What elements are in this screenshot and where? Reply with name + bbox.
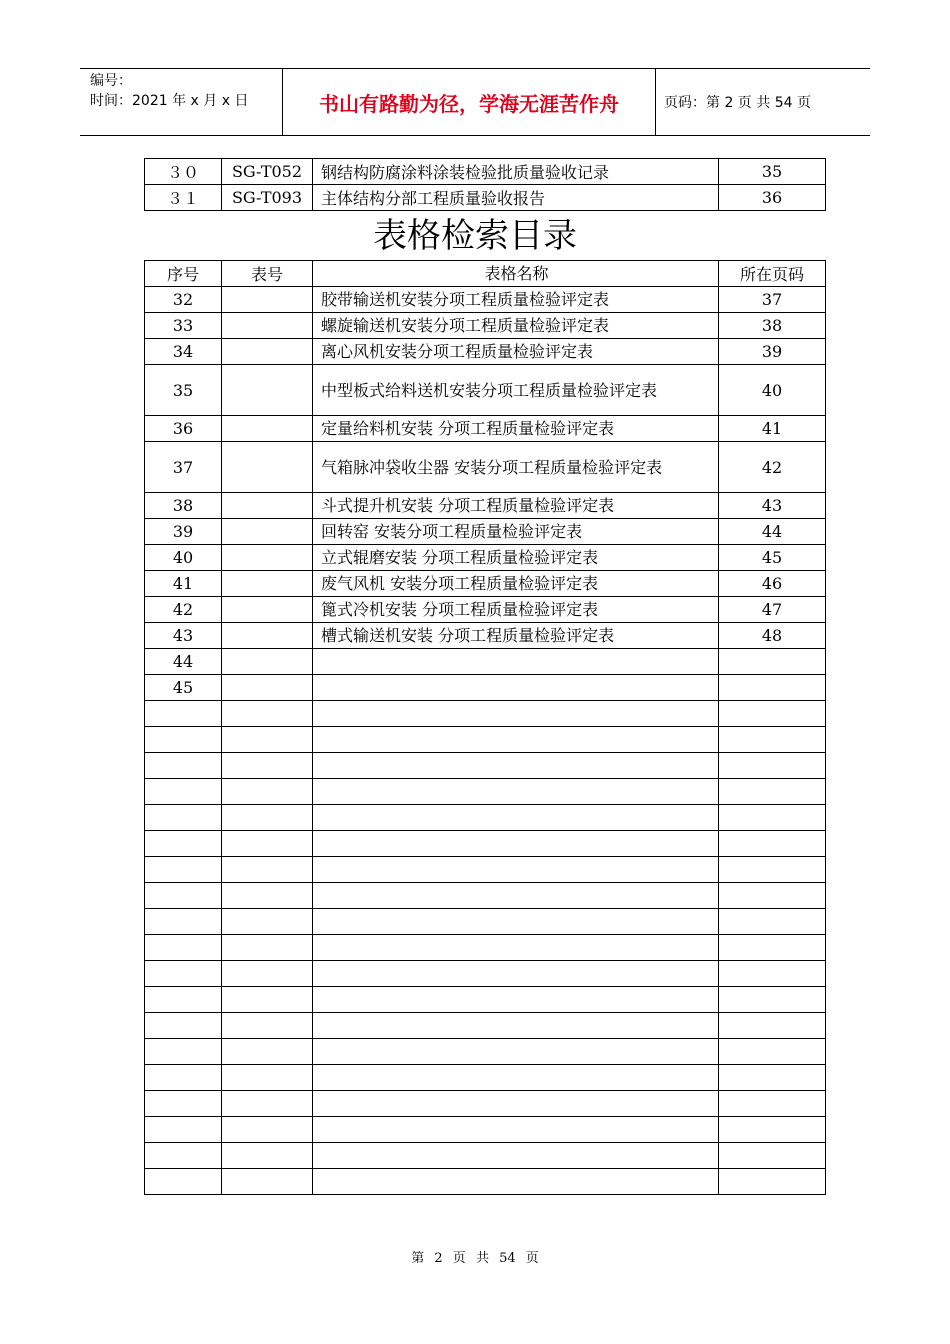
page-cell: 37 (719, 287, 826, 313)
page-cell: 36 (719, 185, 826, 211)
name-cell (313, 961, 719, 987)
page-cell (719, 1117, 826, 1143)
code-cell (222, 1013, 313, 1039)
footer-prefix: 第 (411, 1251, 425, 1266)
table-row (145, 831, 826, 857)
table-row (145, 519, 826, 545)
code-cell (222, 519, 313, 545)
name-cell (313, 675, 719, 701)
page-title: 表格检索目录 (373, 216, 577, 256)
table-row (145, 753, 826, 779)
page-cell (719, 909, 826, 935)
table-row (145, 649, 826, 675)
seq-cell (145, 727, 222, 753)
name-cell: 气箱脉冲袋收尘器 安装分项工程质量检验评定表 (313, 442, 719, 493)
name-cell: 胶带输送机安装分项工程质量检验评定表 (313, 287, 719, 313)
table-row (145, 545, 826, 571)
table-row (145, 1091, 826, 1117)
seq-cell (145, 1091, 222, 1117)
table-row (145, 597, 826, 623)
page-cell: 42 (719, 442, 826, 493)
seq-cell (145, 701, 222, 727)
page-cell (719, 1039, 826, 1065)
code-cell (222, 909, 313, 935)
footer-total-label: 共 (475, 1251, 489, 1266)
code-cell (222, 313, 313, 339)
page-cell (719, 727, 826, 753)
seq-cell (145, 831, 222, 857)
name-cell (313, 649, 719, 675)
name-cell: 钢结构防腐涂料涂装检验批质量验收记录 (313, 159, 719, 185)
table-row (145, 287, 826, 313)
name-cell: 定量给料机安装 分项工程质量检验评定表 (313, 416, 719, 442)
seq-cell: 41 (145, 571, 222, 597)
code-cell (222, 365, 313, 416)
header-name: 表格名称 (313, 261, 719, 287)
seq-cell (145, 987, 222, 1013)
table-header-row (145, 261, 826, 287)
table-row (145, 1039, 826, 1065)
seq-cell (145, 857, 222, 883)
name-cell (313, 987, 719, 1013)
name-cell (313, 831, 719, 857)
table-row (145, 701, 826, 727)
number-label: 编号： (90, 73, 132, 89)
page-cell (719, 701, 826, 727)
page-cell (719, 1091, 826, 1117)
table-row (145, 339, 826, 365)
seq-cell (145, 883, 222, 909)
seq-cell: 38 (145, 493, 222, 519)
code-cell (222, 831, 313, 857)
seq-cell: 35 (145, 365, 222, 416)
table-row (145, 883, 826, 909)
page-cell: 45 (719, 545, 826, 571)
time-label: 时间：2021 年 x 月 x 日 (90, 93, 249, 109)
seq-cell: 40 (145, 545, 222, 571)
page-cell: 35 (719, 159, 826, 185)
name-cell: 离心风机安装分项工程质量检验评定表 (313, 339, 719, 365)
table-row (145, 727, 826, 753)
code-cell (222, 545, 313, 571)
table-row (145, 159, 826, 185)
code-cell (222, 779, 313, 805)
name-cell: 槽式输送机安装 分项工程质量检验评定表 (313, 623, 719, 649)
name-cell: 斗式提升机安装 分项工程质量检验评定表 (313, 493, 719, 519)
seq-cell (145, 935, 222, 961)
table-row (145, 961, 826, 987)
seq-cell (145, 1117, 222, 1143)
seq-cell (145, 909, 222, 935)
table-row (145, 909, 826, 935)
page-cell (719, 675, 826, 701)
name-cell: 立式辊磨安装 分项工程质量检验评定表 (313, 545, 719, 571)
page-cell (719, 883, 826, 909)
seq-cell: 45 (145, 675, 222, 701)
table-row (145, 779, 826, 805)
page-cell (719, 987, 826, 1013)
footer-page: 2 (434, 1251, 443, 1266)
code-cell (222, 571, 313, 597)
table-row (145, 1169, 826, 1195)
header-page: 所在页码 (719, 261, 826, 287)
seq-cell (145, 753, 222, 779)
page-footer (0, 1247, 950, 1266)
name-cell (313, 1143, 719, 1169)
header-slogan: 书山有路勤为径，学海无涯苦作舟 (282, 69, 656, 135)
code-cell (222, 883, 313, 909)
code-cell (222, 416, 313, 442)
table-row (145, 987, 826, 1013)
seq-cell (145, 1039, 222, 1065)
page-cell (719, 1065, 826, 1091)
code-cell (222, 935, 313, 961)
page-cell (719, 961, 826, 987)
name-cell (313, 701, 719, 727)
name-cell: 回转窑 安装分项工程质量检验评定表 (313, 519, 719, 545)
seq-cell (145, 805, 222, 831)
index-table (144, 260, 826, 1195)
page-cell (719, 753, 826, 779)
seq-cell: ３１ (145, 185, 222, 211)
name-cell (313, 935, 719, 961)
table-row (145, 623, 826, 649)
page-cell (719, 857, 826, 883)
name-cell: 篦式冷机安装 分项工程质量检验评定表 (313, 597, 719, 623)
page-cell: 38 (719, 313, 826, 339)
seq-cell: 32 (145, 287, 222, 313)
seq-cell: 39 (145, 519, 222, 545)
code-cell (222, 493, 313, 519)
code-cell (222, 987, 313, 1013)
seq-cell: 37 (145, 442, 222, 493)
name-cell (313, 1169, 719, 1195)
code-cell (222, 1117, 313, 1143)
name-cell (313, 753, 719, 779)
page-cell: 43 (719, 493, 826, 519)
name-cell (313, 779, 719, 805)
page-cell (719, 779, 826, 805)
footer-mid: 页 (452, 1251, 466, 1266)
seq-cell: ３０ (145, 159, 222, 185)
header-page-info: 页码：第 2 页 共 54 页 (664, 95, 811, 111)
code-cell (222, 961, 313, 987)
code-cell (222, 1091, 313, 1117)
name-cell (313, 805, 719, 831)
page-cell (719, 1169, 826, 1195)
name-cell (313, 1117, 719, 1143)
seq-cell: 43 (145, 623, 222, 649)
table-row (145, 675, 826, 701)
seq-cell: 34 (145, 339, 222, 365)
previous-index-table (144, 158, 826, 211)
table-row (145, 857, 826, 883)
page-cell: 39 (719, 339, 826, 365)
table-row (145, 1143, 826, 1169)
page-cell: 47 (719, 597, 826, 623)
table-row (145, 416, 826, 442)
seq-cell (145, 1065, 222, 1091)
table-row (145, 185, 826, 211)
name-cell: 主体结构分部工程质量验收报告 (313, 185, 719, 211)
table-row (145, 571, 826, 597)
page-cell (719, 805, 826, 831)
seq-cell (145, 1013, 222, 1039)
name-cell: 中型板式给料送机安装分项工程质量检验评定表 (313, 365, 719, 416)
code-cell (222, 1169, 313, 1195)
header-code: 表号 (222, 261, 313, 287)
code-cell (222, 675, 313, 701)
table-row (145, 493, 826, 519)
name-cell (313, 883, 719, 909)
code-cell (222, 597, 313, 623)
table-row (145, 442, 826, 493)
page-cell (719, 1013, 826, 1039)
seq-cell (145, 961, 222, 987)
name-cell (313, 909, 719, 935)
code-cell (222, 753, 313, 779)
name-cell (313, 857, 719, 883)
code-cell (222, 701, 313, 727)
seq-cell (145, 779, 222, 805)
code-cell (222, 623, 313, 649)
table-row (145, 1013, 826, 1039)
header-meta (90, 71, 248, 111)
page-cell: 46 (719, 571, 826, 597)
name-cell (313, 1091, 719, 1117)
seq-cell (145, 1143, 222, 1169)
footer-suffix: 页 (525, 1251, 539, 1266)
seq-cell: 36 (145, 416, 222, 442)
page-cell (719, 649, 826, 675)
seq-cell: 44 (145, 649, 222, 675)
table-row (145, 313, 826, 339)
name-cell: 废气风机 安装分项工程质量检验评定表 (313, 571, 719, 597)
code-cell: SG-T052 (222, 159, 313, 185)
page-header (80, 68, 870, 136)
code-cell (222, 1039, 313, 1065)
code-cell: SG-T093 (222, 185, 313, 211)
name-cell (313, 727, 719, 753)
code-cell (222, 857, 313, 883)
page-cell: 41 (719, 416, 826, 442)
page-cell (719, 831, 826, 857)
table-row (145, 805, 826, 831)
code-cell (222, 1143, 313, 1169)
name-cell (313, 1065, 719, 1091)
code-cell (222, 649, 313, 675)
seq-cell: 33 (145, 313, 222, 339)
name-cell (313, 1039, 719, 1065)
code-cell (222, 805, 313, 831)
code-cell (222, 287, 313, 313)
code-cell (222, 442, 313, 493)
name-cell (313, 1013, 719, 1039)
table-row (145, 1117, 826, 1143)
header-seq: 序号 (145, 261, 222, 287)
table-row (145, 935, 826, 961)
page-cell: 48 (719, 623, 826, 649)
code-cell (222, 339, 313, 365)
page-cell: 44 (719, 519, 826, 545)
code-cell (222, 727, 313, 753)
table-row (145, 1065, 826, 1091)
code-cell (222, 1065, 313, 1091)
table-row (145, 365, 826, 416)
page-cell (719, 1143, 826, 1169)
seq-cell (145, 1169, 222, 1195)
seq-cell: 42 (145, 597, 222, 623)
page-cell: 40 (719, 365, 826, 416)
page-cell (719, 935, 826, 961)
footer-total: 54 (499, 1251, 516, 1266)
name-cell: 螺旋输送机安装分项工程质量检验评定表 (313, 313, 719, 339)
